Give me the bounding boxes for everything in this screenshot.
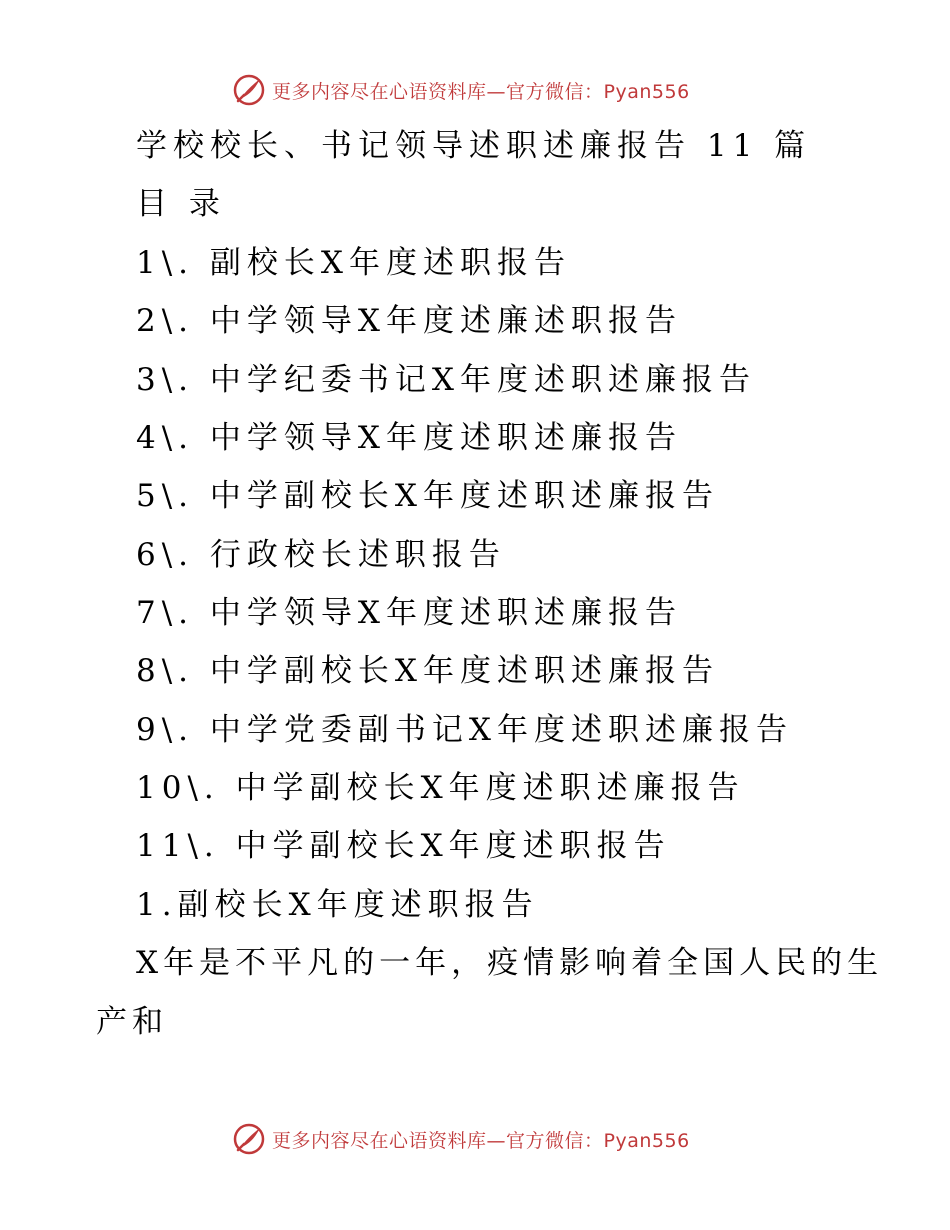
feather-pen-logo-icon xyxy=(232,1122,266,1156)
toc-item: 7\. 中学领导X年度述职述廉报告 xyxy=(136,595,682,631)
toc-item: 9\. 中学党委副书记X年度述职述廉报告 xyxy=(136,712,793,748)
paragraph-line: 产和 xyxy=(96,1004,168,1040)
toc-item: 5\. 中学副校长X年度述职述廉报告 xyxy=(136,478,719,514)
toc-heading: 目 录 xyxy=(136,186,226,222)
toc-item: 3\. 中学纪委书记X年度述职述廉报告 xyxy=(136,362,756,398)
toc-item: 10\. 中学副校长X年度述职述廉报告 xyxy=(136,770,745,806)
toc-item: 4\. 中学领导X年度述职述廉报告 xyxy=(136,420,682,456)
watermark-text: 更多内容尽在心语资料库—官方微信：Pyan556 xyxy=(272,80,690,103)
header-watermark xyxy=(232,73,690,107)
watermark-text: 更多内容尽在心语资料库—官方微信：Pyan556 xyxy=(272,1129,690,1152)
feather-pen-logo-icon xyxy=(232,73,266,107)
document-title: 学校校长、书记领导述职述廉报告 11 篇 xyxy=(136,128,812,164)
section-heading: 1.副校长X年度述职报告 xyxy=(136,887,539,923)
paragraph-line: X年是不平凡的一年，疫情影响着全国人民的生 xyxy=(136,945,884,981)
toc-item: 2\. 中学领导X年度述廉述职报告 xyxy=(136,303,682,339)
toc-item: 8\. 中学副校长X年度述职述廉报告 xyxy=(136,653,719,689)
toc-item: 6\. 行政校长述职报告 xyxy=(136,537,506,573)
toc-item: 11\. 中学副校长X年度述职报告 xyxy=(136,828,671,864)
footer-watermark xyxy=(232,1122,690,1156)
toc-item: 1\. 副校长X年度述职报告 xyxy=(136,245,571,281)
